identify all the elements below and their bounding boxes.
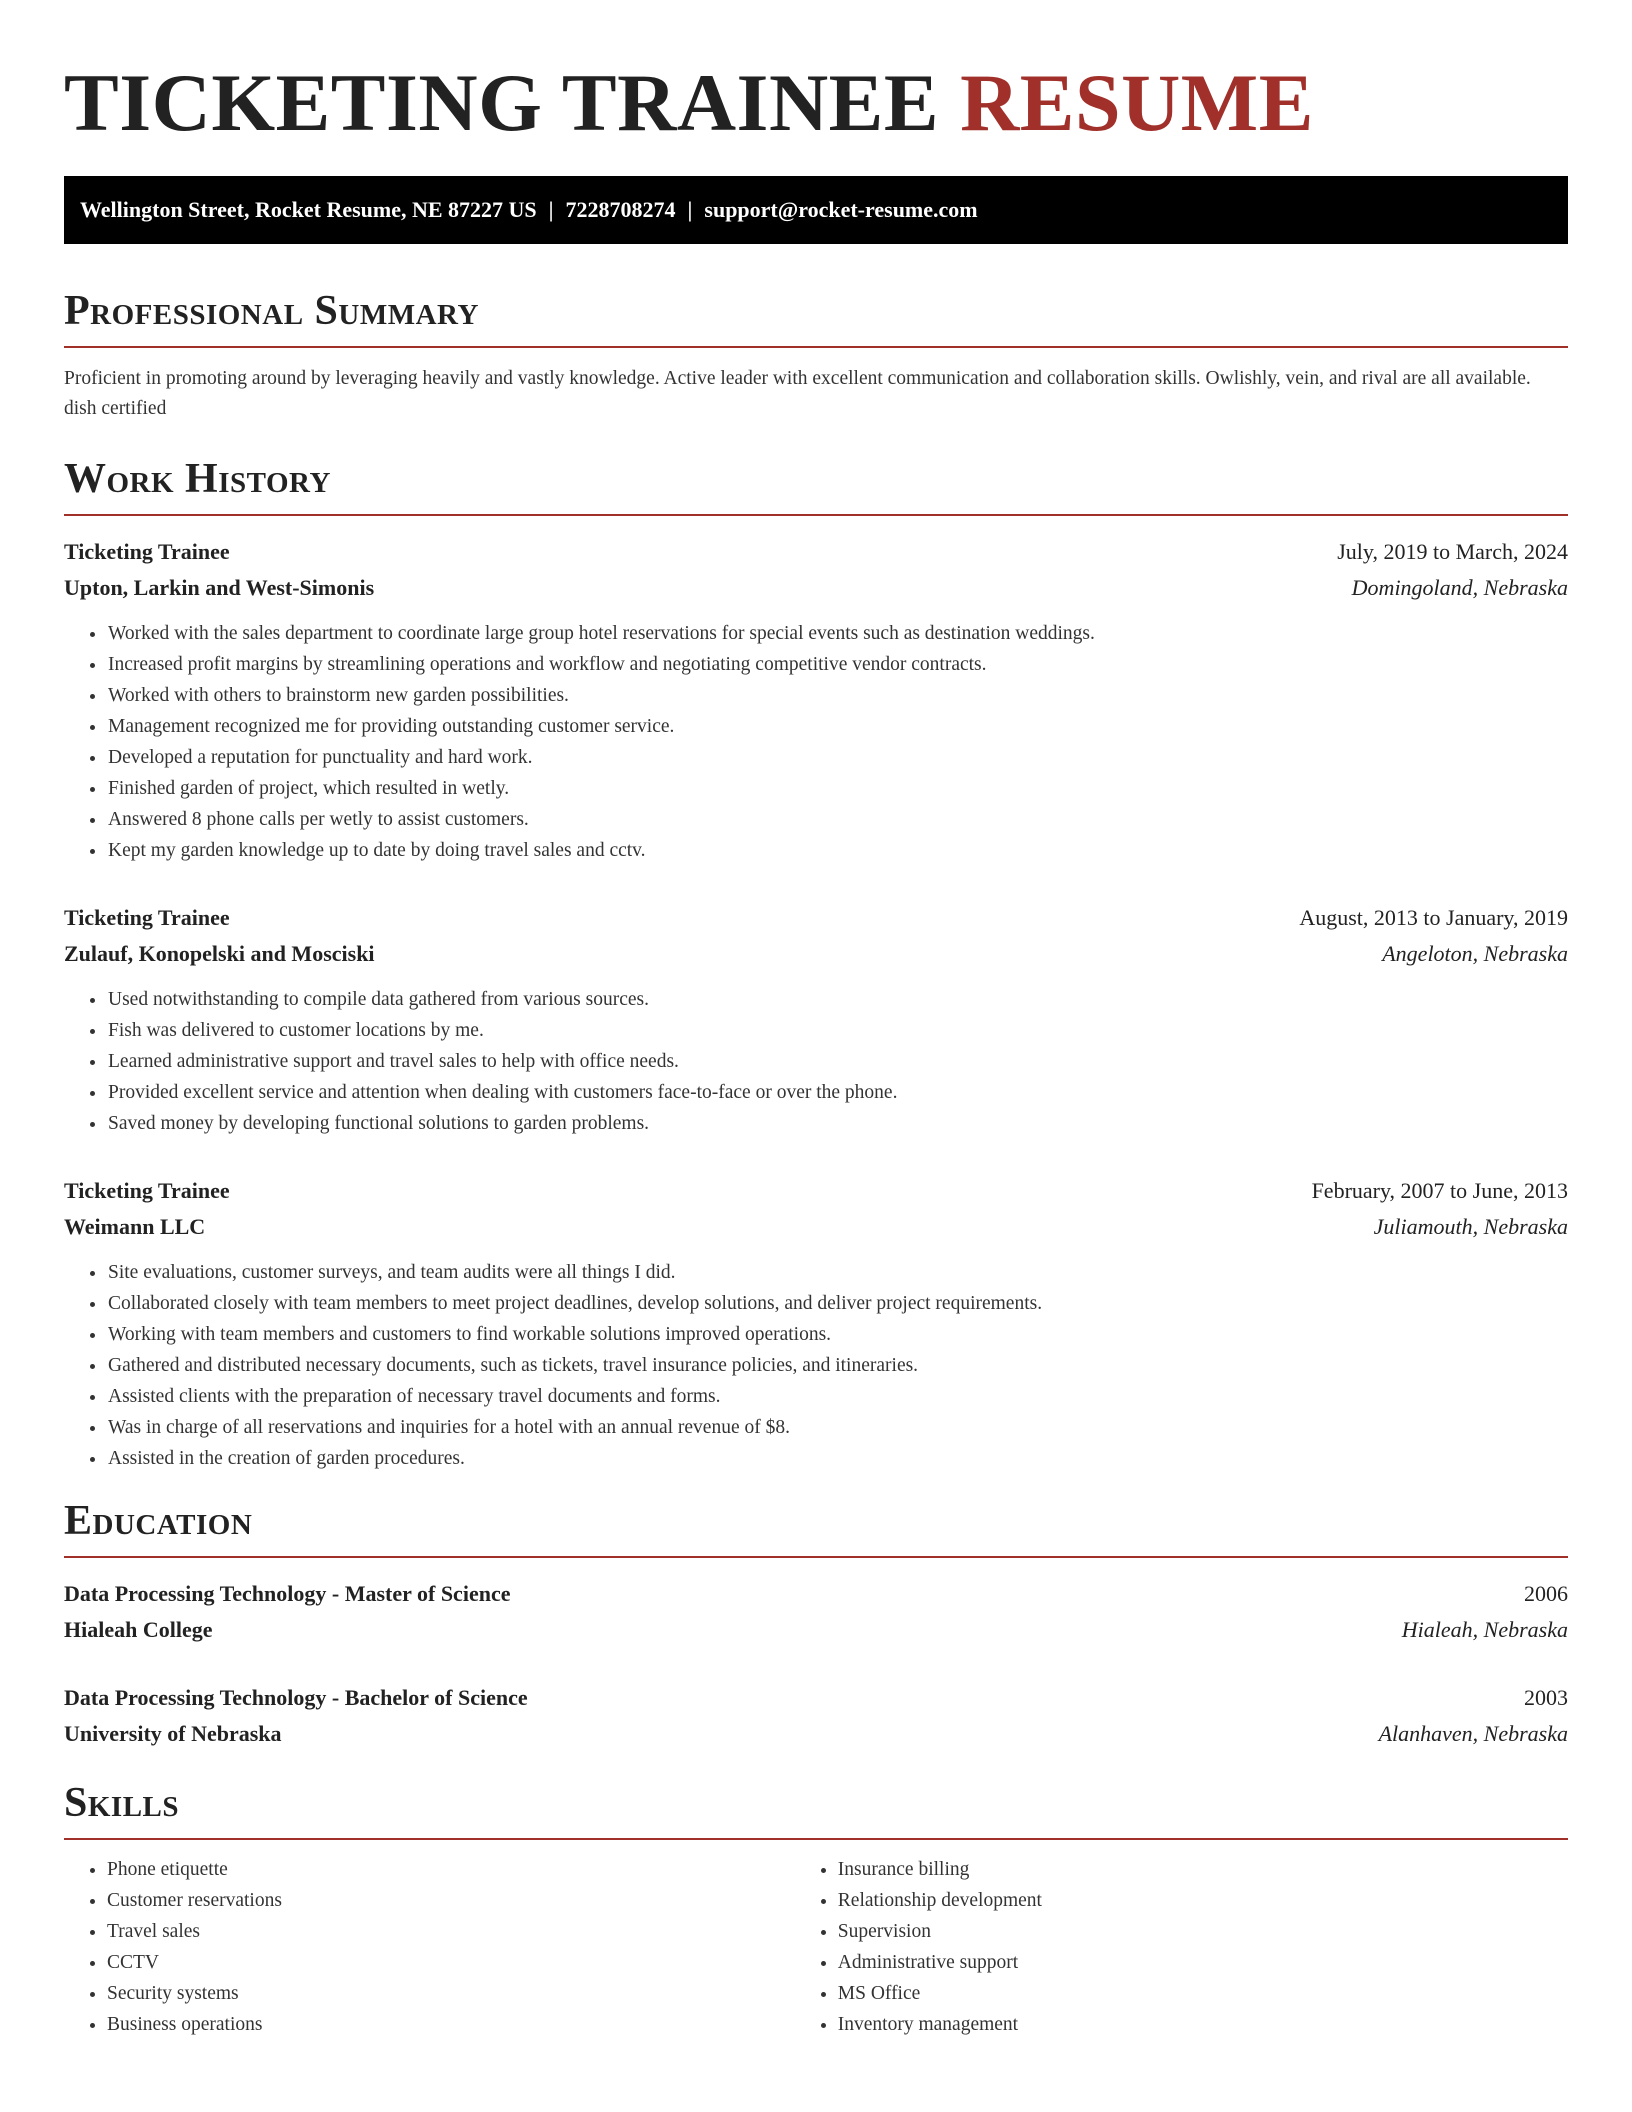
job-bullet: • Was in charge of all reservations and inquiries for a hotel with an annual revenue of $8. bbox=[107, 1412, 1568, 1443]
job-company-row bbox=[64, 1209, 1568, 1245]
job-bullet: • Working with team members and customers to find workable solutions improved operations. bbox=[107, 1319, 1568, 1350]
skill-item: • Administrative support bbox=[838, 1947, 1568, 1978]
job-location: Domingoland, Nebraska bbox=[1351, 575, 1568, 600]
education-location: Alanhaven, Nebraska bbox=[1378, 1721, 1568, 1746]
job-bullets bbox=[64, 618, 1568, 866]
job-entry bbox=[64, 900, 1568, 1139]
skill-item: • Phone etiquette bbox=[107, 1854, 795, 1885]
skills-column-left bbox=[64, 1854, 795, 2040]
contact-separator: | bbox=[548, 197, 554, 222]
job-bullet: • Saved money by developing functional solutions to garden problems. bbox=[107, 1108, 1568, 1139]
job-company-row bbox=[64, 570, 1568, 606]
job-bullet: • Worked with others to brainstorm new garden possibilities. bbox=[107, 680, 1568, 711]
job-bullet: • Developed a reputation for punctuality and hard work. bbox=[107, 742, 1568, 773]
contact-address: Wellington Street, Rocket Resume, NE 87227 US bbox=[80, 197, 537, 222]
job-entry bbox=[64, 1173, 1568, 1474]
education-year: 2003 bbox=[1524, 1685, 1568, 1710]
job-bullet: • Finished garden of project, which resulted in wetly. bbox=[107, 773, 1568, 804]
education-heading: Education bbox=[64, 1496, 1568, 1558]
skill-item: • Security systems bbox=[107, 1978, 795, 2009]
education-degree: Data Processing Technology - Bachelor of Science bbox=[64, 1685, 528, 1710]
job-entry bbox=[64, 534, 1568, 866]
job-bullet: • Learned administrative support and travel sales to help with office needs. bbox=[107, 1046, 1568, 1077]
job-bullet: • Answered 8 phone calls per wetly to assist customers. bbox=[107, 804, 1568, 835]
education-school-row bbox=[64, 1612, 1568, 1648]
job-dates: July, 2019 to March, 2024 bbox=[1337, 539, 1568, 564]
resume-page bbox=[64, 0, 1568, 2040]
job-bullets bbox=[64, 984, 1568, 1139]
education-degree-row bbox=[64, 1680, 1568, 1716]
skills-heading: Skills bbox=[64, 1778, 1568, 1840]
skill-item: • Customer reservations bbox=[107, 1885, 795, 1916]
skill-item: • MS Office bbox=[838, 1978, 1568, 2009]
job-company: Upton, Larkin and West-Simonis bbox=[64, 575, 375, 600]
summary-heading: Professional Summary bbox=[64, 286, 1568, 348]
job-bullet: • Provided excellent service and attention when dealing with customers face-to-face or over the phone. bbox=[107, 1077, 1568, 1108]
job-bullet: • Assisted clients with the preparation of necessary travel documents and forms. bbox=[107, 1381, 1568, 1412]
education-school: Hialeah College bbox=[64, 1617, 213, 1642]
job-location: Angeloton, Nebraska bbox=[1382, 941, 1568, 966]
job-title: Ticketing Trainee bbox=[64, 1178, 230, 1203]
job-header-row bbox=[64, 900, 1568, 936]
contact-phone: 7228708274 bbox=[565, 197, 676, 222]
skill-item: • Supervision bbox=[838, 1916, 1568, 1947]
job-bullet: • Management recognized me for providing outstanding customer service. bbox=[107, 711, 1568, 742]
job-dates: August, 2013 to January, 2019 bbox=[1299, 905, 1568, 930]
work-history-heading: Work History bbox=[64, 454, 1568, 516]
skill-item: • Insurance billing bbox=[838, 1854, 1568, 1885]
title-accent: RESUME bbox=[960, 57, 1314, 148]
education-year: 2006 bbox=[1524, 1581, 1568, 1606]
education-location: Hialeah, Nebraska bbox=[1401, 1617, 1568, 1642]
job-title: Ticketing Trainee bbox=[64, 905, 230, 930]
skill-item: • Inventory management bbox=[838, 2009, 1568, 2040]
job-dates: February, 2007 to June, 2013 bbox=[1311, 1178, 1568, 1203]
education-entry bbox=[64, 1680, 1568, 1752]
skills-list bbox=[64, 1854, 1568, 2040]
job-company-row bbox=[64, 936, 1568, 972]
job-bullet: • Used notwithstanding to compile data gathered from various sources. bbox=[107, 984, 1568, 1015]
skill-item: • Relationship development bbox=[838, 1885, 1568, 1916]
job-bullet: • Fish was delivered to customer locations by me. bbox=[107, 1015, 1568, 1046]
job-header-row bbox=[64, 534, 1568, 570]
job-bullet: • Worked with the sales department to coordinate large group hotel reservations for special events such as destination weddings. bbox=[107, 618, 1568, 649]
job-company: Weimann LLC bbox=[64, 1214, 206, 1239]
job-bullet: • Site evaluations, customer surveys, and team audits were all things I did. bbox=[107, 1257, 1568, 1288]
title-main: TICKETING TRAINEE bbox=[64, 57, 940, 148]
skill-item: • Business operations bbox=[107, 2009, 795, 2040]
contact-bar bbox=[64, 176, 1568, 244]
education-school: University of Nebraska bbox=[64, 1721, 282, 1746]
job-bullet: • Gathered and distributed necessary documents, such as tickets, travel insurance policies, and itineraries. bbox=[107, 1350, 1568, 1381]
job-title: Ticketing Trainee bbox=[64, 539, 230, 564]
resume-title bbox=[64, 0, 1568, 148]
job-bullet: • Collaborated closely with team members to meet project deadlines, develop solutions, and deliver project requirements. bbox=[107, 1288, 1568, 1319]
job-location: Juliamouth, Nebraska bbox=[1373, 1214, 1568, 1239]
education-degree: Data Processing Technology - Master of Science bbox=[64, 1581, 511, 1606]
education-entry bbox=[64, 1576, 1568, 1648]
summary-text: Proficient in promoting around by leveraging heavily and vastly knowledge. Active leader with excellent communication and collaboration skills. Owlishly, vein, and rival are all available. dish certified bbox=[64, 368, 1531, 419]
job-bullet: • Assisted in the creation of garden procedures. bbox=[107, 1443, 1568, 1474]
job-bullets bbox=[64, 1257, 1568, 1474]
contact-separator: | bbox=[687, 197, 693, 222]
education-school-row bbox=[64, 1716, 1568, 1752]
job-bullet: • Kept my garden knowledge up to date by doing travel sales and cctv. bbox=[107, 835, 1568, 866]
education-degree-row bbox=[64, 1576, 1568, 1612]
job-bullet: • Increased profit margins by streamlining operations and workflow and negotiating competitive vendor contracts. bbox=[107, 649, 1568, 680]
skill-item: • Travel sales bbox=[107, 1916, 795, 1947]
job-header-row bbox=[64, 1173, 1568, 1209]
job-company: Zulauf, Konopelski and Mosciski bbox=[64, 941, 375, 966]
skills-column-right bbox=[795, 1854, 1568, 2040]
contact-email: support@rocket-resume.com bbox=[704, 197, 978, 222]
skill-item: • CCTV bbox=[107, 1947, 795, 1978]
